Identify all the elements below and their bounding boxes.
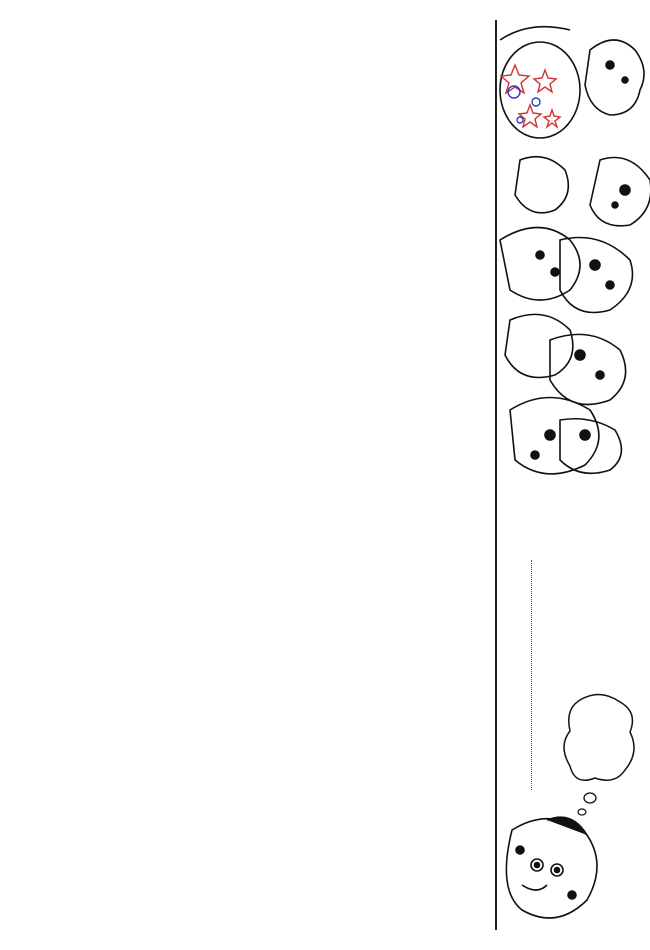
name-writing-line[interactable] (531, 560, 532, 790)
thought-bubble-text (585, 708, 611, 768)
copyright-text (622, 98, 638, 418)
pictures-column (370, 20, 490, 930)
puppy-with-bubble (492, 810, 602, 940)
name-label (528, 498, 548, 558)
